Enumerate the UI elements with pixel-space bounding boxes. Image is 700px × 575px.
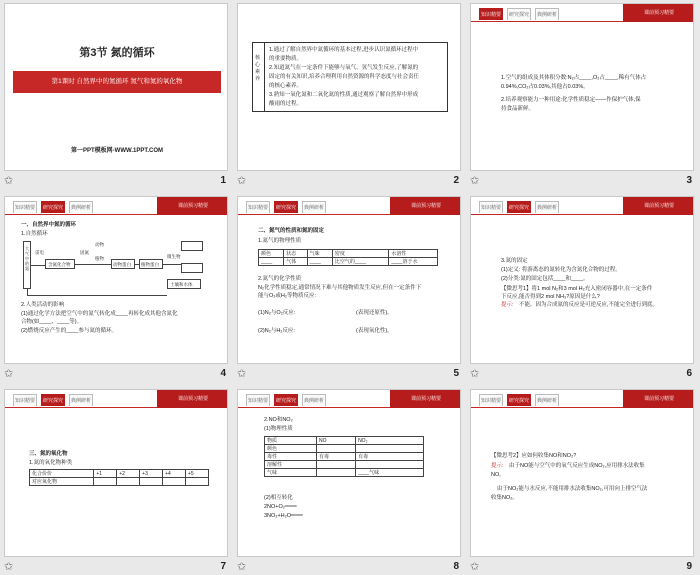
slide-canvas (237, 3, 461, 171)
star-icon[interactable]: ✩ (237, 561, 247, 573)
slide-header (238, 197, 461, 215)
site-watermark: 第一PPT模板网-WWW.1PPT.COM (71, 148, 163, 154)
brand-label: 课前预习精要 (390, 197, 461, 215)
tab-practice: 典例研析 (535, 201, 559, 213)
star-icon[interactable]: ✩ (237, 175, 247, 187)
tab-exploration: 研究探究 (41, 201, 65, 213)
slide-number: 1 (220, 175, 226, 186)
subtitle-banner (13, 71, 221, 93)
slide-number: 4 (220, 368, 226, 379)
tab-exploration: 研究探究 (274, 201, 298, 213)
star-icon[interactable]: ✩ (4, 368, 14, 380)
slide-header (471, 390, 694, 408)
slide-canvas: 知识精要 研究探究 典例研析 课前预习精要 3.氮的固定 (1)定义: 将游离态的氮转化为含氮化合物的过程。 (2)分类:氮的固定包括____和____。 【微思考1】将1 mol N₂和3 mol H₂充入密闭容器中,在一定条件 下反应,能否得到2 mol NH₃?原因是什么? 提示: 不能。因为合成氨的反应是可逆反应,不能完全进行到底。 (470, 196, 694, 364)
slide-header (5, 390, 228, 408)
slide-title: 第3节 氮的循环 (79, 47, 155, 59)
slide-number: 8 (453, 561, 459, 572)
tab-practice: 典例研析 (535, 8, 559, 20)
tab-practice: 典例研析 (302, 394, 326, 406)
slide-canvas: 知识精要 研究探究 典例研析 课前预习精要 一、自然界中氮的循环 1.自然循环 大气中的氮 含氮化合物 动物 植物 雷电 固氮 动物蛋白 植物蛋白 微生物 土壤和水体 2.人类活动的影响 (1)通过化学方法把空气中的氮气转化成____再转化成其他含氮化 合物(如____、____等)。 (2)燃烧反应产生的____参与氮的循环。 (4, 196, 228, 364)
slide-header (471, 4, 694, 22)
star-icon[interactable]: ✩ (470, 368, 480, 380)
oxides-table: 化合价价 +1 +2 +3 +4 +5 对应氧化物 (29, 469, 209, 486)
star-icon[interactable]: ✩ (470, 561, 480, 573)
no-no2-table: 物质 NO NO₂ 颜色 毒性 有毒 有毒 溶解性 气味 ____气味 (264, 436, 424, 477)
slide-number: 7 (220, 561, 226, 572)
slide-header (238, 390, 461, 408)
slide-subtitle: 第1课时 自然界中的氮循环 氮气和氮的氧化物 (51, 78, 183, 85)
slide-canvas: 知识精要 研究探究 典例研析 课前预习精要 1.空气的组成及其体积分数:N₂占____,O₂占____,稀有气体占 0.94%,CO₂占0.03%,其他占0.03%。 2.培养观察能力一种用途:化学性质稳定——作保护气体,保 持食品新鲜。 (470, 3, 694, 171)
brand-label: 课前预习精要 (157, 197, 228, 215)
physical-properties-table: 颜色 状态 气味 密度 水溶性 ____ 气体 ____ 比空气的____ ____溶于水 (258, 249, 438, 266)
slide-thumb-5[interactable] (233, 193, 466, 384)
literacy-box: 核心素养 1.通过了解自然界中氮循环的基本过程,进步认识氮循环过程中 的重要物质。 2.知道氮气在一定条件下能够与氧气、氢气发生反应,了解氮的 固定的有关知识,培养合理利用自然资源的科学态度与社会责任 的核心素养。 3.熟知一氧化氮和二氧化氮的性质,通过观察了解自然界中形成 酸雨的过程。 (252, 42, 448, 112)
tab-exploration: 研究探究 (41, 394, 65, 406)
tab-knowledge: 知识精要 (246, 201, 270, 213)
tab-knowledge: 知识精要 (479, 201, 503, 213)
slide-thumb-6[interactable] (466, 193, 699, 384)
slide-thumb-3[interactable] (466, 0, 699, 191)
tab-practice: 典例研析 (69, 394, 93, 406)
tab-exploration: 研究探究 (507, 201, 531, 213)
tab-practice: 典例研析 (69, 201, 93, 213)
tab-knowledge: 知识精要 (479, 394, 503, 406)
side-label: 核心素养 (255, 55, 261, 82)
brand-label: 课前预习精要 (623, 197, 694, 215)
brand-label: 课前预习精要 (623, 4, 694, 22)
slide-number: 6 (686, 368, 692, 379)
slide-header (5, 197, 228, 215)
tab-exploration: 研究探究 (507, 394, 531, 406)
slide-thumb-8[interactable] (233, 386, 466, 575)
slide-canvas: 知识精要 研究探究 典例研析 课前预习精要 2.NO和NO₂ (1)物理性质 物质 NO NO₂ 颜色 毒性 有毒 有毒 溶解性 气味 ____气味 (2)相互转化 2NO+O₂═══ 3NO₂+H₂O═══ (237, 389, 461, 557)
star-icon[interactable]: ✩ (4, 175, 14, 187)
tab-practice: 典例研析 (535, 394, 559, 406)
tab-exploration: 研究探究 (274, 394, 298, 406)
slide-thumb-7[interactable] (0, 386, 233, 575)
slide-number: 2 (453, 175, 459, 186)
slide-number: 3 (686, 175, 692, 186)
tab-knowledge: 知识精要 (479, 8, 503, 20)
slide-number: 9 (686, 561, 692, 572)
slide-canvas: 知识精要 研究探究 典例研析 课前预习精要 二、氮气的性质和氮的固定 1.氮气的物理性质 颜色 状态 气味 密度 水溶性 ____ 气体 ____ 比空气的____ ____溶于水 2.氮气的化学性质 N₂化学性质稳定,通常情况下难与其他物质发生反应,但在一定条件下 能与O₂或H₂等物质反应: (1)N₂与O₂反应: (表现还原性)。 (2)N₂与H₂反应: (表现氧化性)。 (237, 196, 461, 364)
slide-thumb-9[interactable] (466, 386, 699, 575)
slide-thumb-1[interactable] (0, 0, 233, 191)
tab-knowledge: 知识精要 (13, 394, 37, 406)
brand-label: 课前预习精要 (623, 390, 694, 408)
slide-canvas (4, 3, 228, 171)
slide-canvas: 知识精要 研究探究 典例研析 课前预习精要 三、氮的氧化物 1.氮的氧化物种类 化合价价 +1 +2 +3 +4 +5 对应氧化物 (4, 389, 228, 557)
star-icon[interactable]: ✩ (237, 368, 247, 380)
tab-practice: 典例研析 (302, 201, 326, 213)
slide-header (471, 197, 694, 215)
slide-thumb-4[interactable] (0, 193, 233, 384)
slide-canvas: 知识精要 研究探究 典例研析 课前预习精要 【微思考2】应如何收集NO和NO₂? 提示: 由于NO能与空气中的氧气反应生成NO₂,应用排水法收集 NO。 由于NO₂能与水反应,不能用排水法收集NO₂,可用向上排空气法 收集NO₂。 (470, 389, 694, 557)
slide-number: 5 (453, 368, 459, 379)
tab-knowledge: 知识精要 (246, 394, 270, 406)
star-icon[interactable]: ✩ (470, 175, 480, 187)
tab-exploration: 研究探究 (507, 8, 531, 20)
tab-knowledge: 知识精要 (13, 201, 37, 213)
brand-label: 课前预习精要 (157, 390, 228, 408)
slide-thumb-2[interactable] (233, 0, 466, 191)
brand-label: 课前预习精要 (390, 390, 461, 408)
star-icon[interactable]: ✩ (4, 561, 14, 573)
